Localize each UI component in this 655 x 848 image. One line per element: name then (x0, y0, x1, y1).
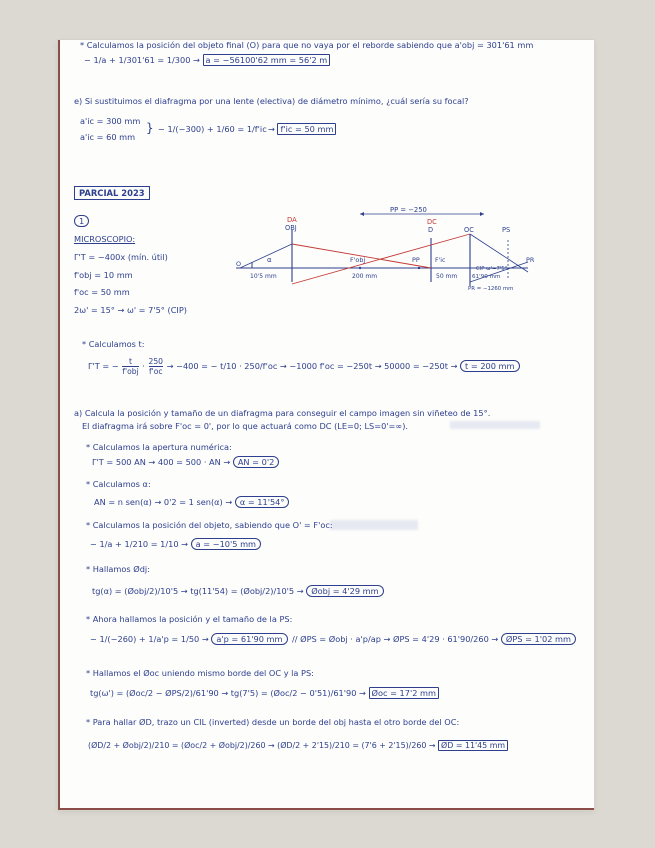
oc-label: OC (464, 226, 474, 234)
question-e: e) Si sustituimos el diafragma por una lente (electiva) de diámetro mínimo, ¿cuál sería su focal? (74, 96, 469, 106)
calc-t-result: t = 200 mm (460, 360, 519, 372)
ps-calc-label: * Ahora hallamos la posición y el tamaño de la PS: (86, 614, 293, 624)
calc-t-start: Γ'T = − (88, 361, 119, 371)
e-result: → f'ic = 50 mm (268, 124, 336, 134)
position-eq (90, 539, 261, 549)
fobj-point (359, 267, 361, 269)
calc-t-line: Γ'T = − $\frac{t}{\text{f'obj}}$ · $\frac{250}{f'oc}$ → −400 = − t/10 · 250/f'oc → −1000 f'oc = −250t → 50000 = −250t → t = 200 mm (88, 357, 520, 376)
apertura-result: AN = 0'2 (233, 456, 279, 468)
ps-result-2: ØPS = 1'02 mm (501, 633, 576, 645)
top-line-1: * Calculamos la posición del objeto final (O) para que no vaya por el reborde sabiendo que a'obj = 301'61 mm (80, 40, 534, 50)
position-eq-text: − 1/a + 1/210 = 1/10 → (90, 539, 189, 549)
pp-label: PP = −250 (390, 206, 427, 214)
calc-t-rest: → −400 = − t/10 · 250/f'oc → −1000 f'oc = −250t → 50000 = −250t → (166, 361, 458, 371)
ray-1 (240, 244, 292, 268)
hallamos-result: Øobj = 4'29 mm (306, 585, 383, 597)
d-eq-text: (ØD/2 + Øobj/2)/210 = (Øoc/2 + Øobj/2)/260 → (ØD/2 + 2'15)/210 = (7'6 + 2'15)/260 → (88, 741, 436, 750)
param-line-2: f'obj = 10 mm (74, 270, 133, 280)
param-line-3: f'oc = 50 mm (74, 287, 130, 297)
ps-result-1: a'p = 61'90 mm (211, 633, 287, 645)
oc-result: Øoc = 17'2 mm (369, 687, 439, 699)
pp-point-label: PP (412, 256, 420, 264)
problem-number-circle: 1 (74, 215, 89, 227)
top-result: a = −56100'62 mm = 56'2 m (203, 54, 331, 66)
dist-5: PR = −1260 mm (468, 286, 514, 292)
position-label: * Calculamos la posición del objeto, sabiendo que O' = F'oc: (86, 520, 333, 530)
on-label: O (236, 260, 242, 268)
calc-t-fraction-2: $\frac{250}{f'oc}$ (148, 357, 164, 376)
apertura-label: * Calculamos la apertura numérica: (86, 442, 232, 452)
apertura-eq (92, 457, 279, 467)
pr-label: PR (526, 256, 535, 264)
dc-label: DC (427, 218, 437, 226)
e-result-box: f'ic = 50 mm (277, 123, 336, 135)
d-calc-label: * Para hallar ØD, trazo un CIL (inverted) desde un borde del obj hasta el otro borde del OC: (86, 717, 460, 727)
dist-2: 200 mm (352, 273, 378, 280)
alpha-calc-label: * Calculamos α: (86, 479, 151, 489)
d-eq (88, 741, 508, 751)
calc-t-label: * Calculamos t: (82, 339, 145, 349)
ps-eq-2 (292, 634, 576, 644)
problem-number (74, 216, 89, 226)
pp-point (418, 267, 420, 269)
faint-pencil-scribble (330, 520, 418, 530)
apertura-eq-text: Γ'T = 500 AN → 400 = 500 · AN → (92, 457, 231, 467)
oc-eq-text: tg(ω') = (Øoc/2 − ØPS/2)/61'90 → tg(7'5) = (Øoc/2 − 0'51)/61'90 → (90, 688, 366, 698)
top-line-2: − 1/a + 1/301'61 = 1/300 → a = −56100'62 mm = 56'2 m (84, 55, 330, 65)
oc-eq (90, 688, 439, 698)
alpha-eq (94, 497, 289, 507)
aic-value-2: a'ic = 60 mm (80, 132, 136, 142)
param-line-1: Γ'T = −400x (mín. útil) (74, 252, 168, 262)
dist-4: 61'90 mm (472, 274, 501, 280)
question-a-1: a) Calcula la posición y tamaño de un diafragma para conseguir el campo imagen sin viñeteo de 15°. (74, 408, 491, 418)
e-equation: − 1/(−300) + 1/60 = 1/f'ic (158, 124, 267, 134)
position-result: a = −10'5 mm (191, 538, 261, 550)
hallamos-eq (92, 586, 384, 596)
notebook-page (58, 40, 594, 810)
obj-label: OBJ (285, 224, 297, 232)
alpha-result: α = 11'54° (235, 496, 290, 508)
d-label: D (428, 226, 434, 234)
hallamos-label: * Hallamos Ødj: (86, 564, 150, 574)
optical-diagram-svg (232, 206, 535, 296)
fic-label: F'ic (435, 257, 446, 264)
dist-3: 50 mm (436, 273, 458, 280)
d-result: ØD = 11'45 mm (438, 740, 508, 751)
ps-label: PS (502, 226, 511, 234)
aic-value: a'ic = 300 mm (80, 116, 141, 126)
fobj-label: F'obj (350, 256, 366, 264)
top-eq: − 1/a + 1/301'61 = 1/300 (84, 55, 191, 65)
cip-label: CIP ω'=7'5° (476, 266, 508, 272)
ps-eq-2-text: // ØPS = Øobj · a'p/ap → ØPS = 4'29 · 61'90/260 → (292, 634, 499, 644)
brace: } (146, 121, 154, 135)
calc-t-fraction-1: $\frac{t}{\text{f'obj}}$ (122, 357, 139, 376)
optical-diagram (232, 206, 535, 296)
ps-eq-1 (90, 634, 288, 644)
microscope-title: MICROSCOPIO: (74, 234, 136, 244)
parcial-header: PARCIAL 2023 (74, 186, 150, 200)
da-label: DA (287, 216, 297, 224)
alpha-eq-text: AN = n sen(α) → 0'2 = 1 sen(α) → (94, 497, 233, 507)
param-line-4: 2ω' = 15° → ω' = 7'5° (CIP) (74, 305, 187, 315)
question-a-2: El diafragma irá sobre F'oc = 0', por lo que actuará como DC (LE=0; LS=0'=∞). (82, 421, 409, 431)
oc-calc-label: * Hallamos el Øoc uniendo mismo borde del OC y la PS: (86, 668, 314, 678)
alpha-label: α (267, 256, 272, 264)
faint-pencil-line (450, 421, 540, 429)
dist-1: 10'5 mm (250, 273, 277, 280)
ps-eq-1-text: − 1/(−260) + 1/a'p = 1/50 → (90, 634, 209, 644)
hallamos-eq-text: tg(α) = (Øobj/2)/10'5 → tg(11'54) = (Øobj/2)/10'5 → (92, 586, 304, 596)
